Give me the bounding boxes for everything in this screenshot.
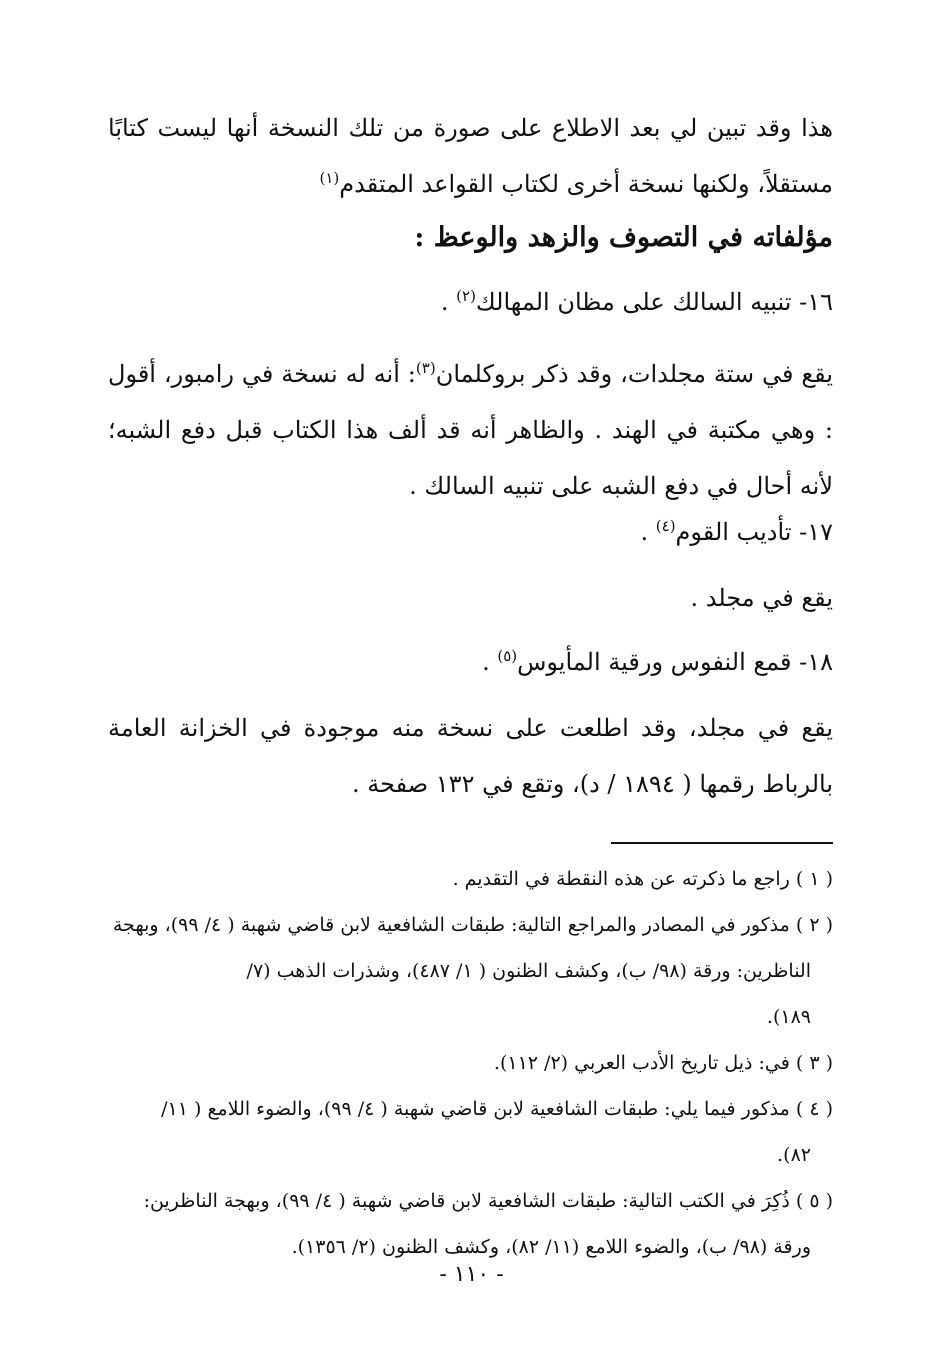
- footnotes: [108, 856, 833, 1270]
- item-16-description: يقع في ستة مجلدات، وقد ذكر بروكلمان$^{(٣)}$: أنه له نسخة في رامبور، أقول : وهي مكتبة في الهند . والظاهر أنه قد ألف هذا الكتاب قبل دفع الشبه؛ لأنه أحال في دفع الشبه على تنبيه السالك .: [108, 359, 834, 500]
- footnote-3: ( ٣ ) في: ذيل تاريخ الأدب العربي (٢/ ١١٢).: [493, 1052, 833, 1074]
- item-18-description: يقع في مجلد، وقد اطلعت على نسخة منه موجودة في الخزانة العامة بالرباط رقمها ( ١٨٩٤ / د)، وتقع في ١٣٢ صفحة .: [108, 714, 833, 798]
- item-17-description: يقع في مجلد .: [690, 584, 833, 612]
- footnote-ref-2: (٢): [456, 287, 476, 305]
- footnote-4: ( ٤ ) مذكور فيما يلي: طبقات الشافعية لابن قاضي شهبة ( ٤/ ٩٩)، والضوء اللامع ( ١١/ ٨٢).: [161, 1098, 833, 1166]
- footnote-1: ( ١ ) راجع ما ذكرته عن هذه النقطة في التقديم .: [452, 868, 833, 890]
- intro-paragraph-text: هذا وقد تبين لي بعد الاطلاع على صورة من تلك النسخة أنها ليست كتابًا مستقلاً، ولكنها نسخة أخرى لكتاب القواعد المتقدم: [108, 114, 833, 198]
- footnote-ref-1: (١): [319, 169, 340, 187]
- footnote-2: ( ٢ ) مذكور في المصادر والمراجع التالية: طبقات الشافعية لابن قاضي شهبة ( ٤/ ٩٩)، وبهجة الناظرين: ورقة (٩٨/ ب)، وكشف الظنون ( ١/ ٤٨٧)، وشذرات الذهب (٧/ ١٨٩).: [112, 914, 833, 1028]
- intro-paragraph: [108, 100, 833, 212]
- footnote-ref-3: (٣): [415, 359, 436, 377]
- footnote-separator: [611, 842, 833, 844]
- item-17-title: ١٧- تأديب القوم$^{(٤)}$ .: [640, 517, 833, 546]
- item-16-title: ١٦- تنبيه السالك على مظان المهالك$^{(٢)}$ .: [440, 287, 833, 316]
- footnote-5: ( ٥ ) ذُكِرَ في الكتب التالية: طبقات الشافعية لابن قاضي شهبة ( ٤/ ٩٩)، وبهجة الناظرين: ورقة (٩٨/ ب)، والضوء اللامع (١١/ ٨٢)، وكشف الظنون (٢/ ١٣٥٦).: [143, 1190, 833, 1258]
- item-18-title: ١٨- قمع النفوس ورقية المأيوس$^{(٥)}$ .: [482, 647, 833, 676]
- section-heading: مؤلفاته في التصوف والزهد والوعظ :: [414, 222, 833, 253]
- footnote-ref-4: (٤): [655, 517, 676, 535]
- footnote-ref-5: (٥): [497, 647, 518, 665]
- page-number: - ١١٠ -: [439, 1262, 504, 1287]
